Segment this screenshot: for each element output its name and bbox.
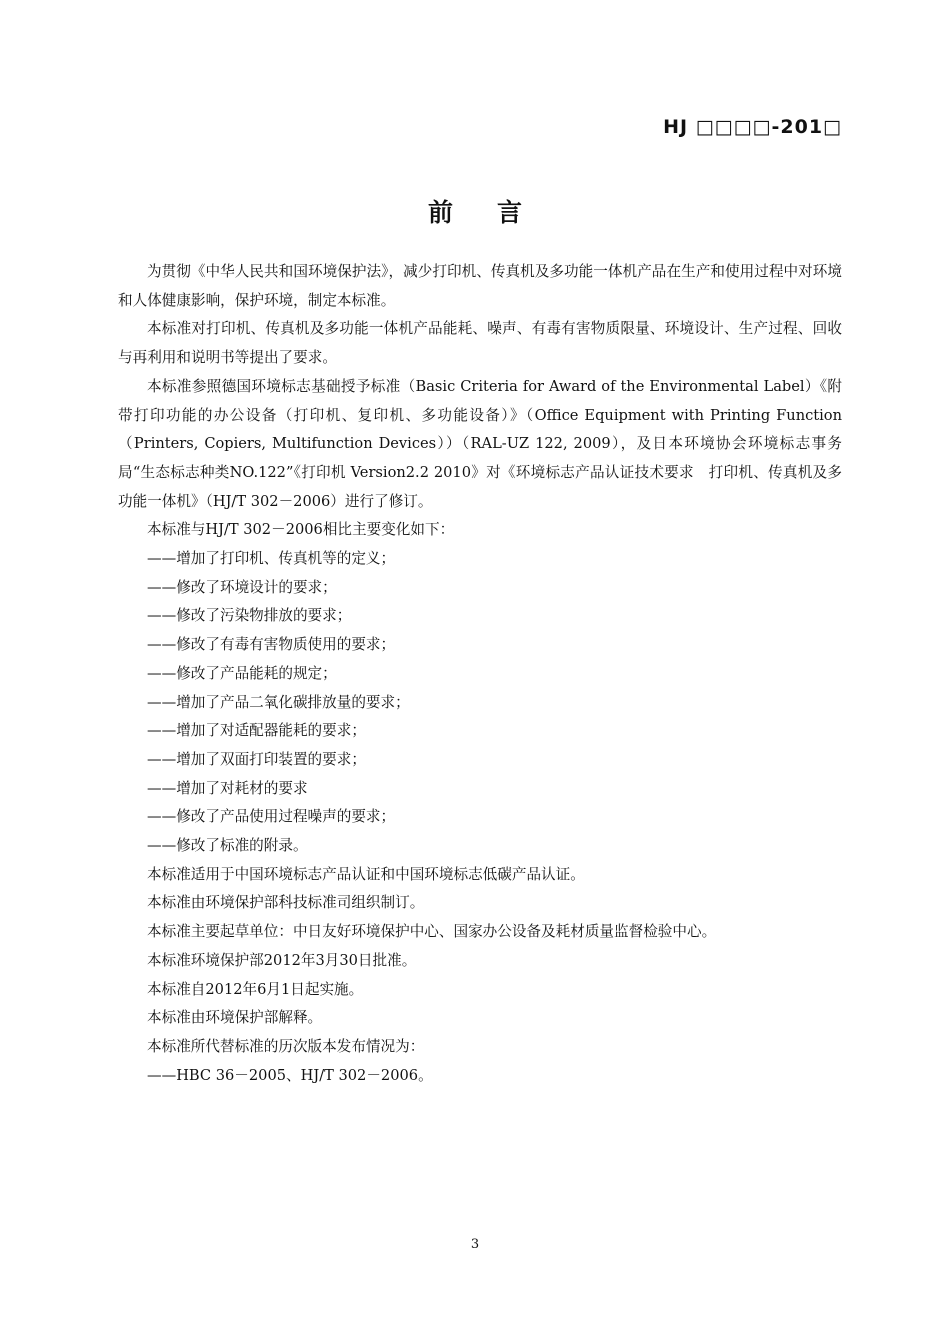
change-item: ——增加了对耗材的要求: [147, 779, 308, 797]
paragraph-purpose: 为贯彻《中华人民共和国环境保护法》，减少打印机、传真机及多功能一体机产品在生产和使用过程中对环境和人体健康影响，保护环境，制定本标准。: [118, 263, 842, 309]
change-item: ——修改了有毒有害物质使用的要求；: [147, 636, 396, 654]
change-item: ——增加了产品二氧化碳排放量的要求；: [147, 693, 410, 711]
change-item: ——修改了污染物排放的要求；: [147, 607, 352, 625]
paragraph-history-intro: 本标准所代替标准的历次版本发布情况为：: [147, 1037, 425, 1055]
paragraph-references: 本标准参照德国环境标志基础授予标准（Basic Criteria for Award of the Environmental Label）《附带打印功能的办公设备（打印机、复印机、多功能设备）》（Office Equipment with Printing Function（Printers, Copiers, Multifunction Devices））（RAL-UZ 122, 2009），及日本环境协会环境标志事务局“生态标志种类NO.122”《打印机 Version2.2 2010》对《环境标志产品认证技术要求 打印机、传真机及多功能一体机》（HJ/T 302－2006）进行了修订。: [118, 377, 842, 510]
paragraph-drafting-units: 本标准主要起草单位：中日友好环境保护中心、国家办公设备及耗材质量监督检验中心。: [147, 923, 717, 941]
history-item: ——HBC 36－2005、HJ/T 302－2006。: [147, 1066, 433, 1084]
paragraph-interpretation: 本标准由环境保护部解释。: [147, 1009, 323, 1027]
change-item: ——修改了产品能耗的规定；: [147, 664, 337, 682]
paragraph-changes-intro: 本标准与HJ/T 302－2006相比主要变化如下：: [147, 521, 455, 539]
change-item: ——增加了对适配器能耗的要求；: [147, 722, 366, 740]
paragraph-approval-date: 本标准环境保护部2012年3月30日批准。: [147, 951, 417, 969]
change-item: ——修改了标准的附录。: [147, 837, 308, 855]
standard-code-header: HJ □□□□-201□: [663, 116, 842, 138]
change-item: ——增加了打印机、传真机等的定义；: [147, 550, 396, 568]
paragraph-scope-requirements: 本标准对打印机、传真机及多功能一体机产品能耗、噪声、有毒有害物质限量、环境设计、生产过程、回收与再利用和说明书等提出了要求。: [118, 320, 842, 367]
paragraph-effective-date: 本标准自2012年6月1日起实施。: [147, 980, 364, 998]
paragraph-applicability: 本标准适用于中国环境标志产品认证和中国环境标志低碳产品认证。: [147, 865, 585, 883]
paragraph-organizer: 本标准由环境保护部科技标准司组织制订。: [147, 894, 425, 912]
change-item: ——增加了双面打印装置的要求；: [147, 750, 366, 768]
page-title: 前言: [427, 198, 566, 227]
foreword-body: [118, 258, 842, 1090]
page-number: 3: [470, 1237, 480, 1252]
change-item: ——修改了环境设计的要求；: [147, 578, 337, 596]
change-item: ——修改了产品使用过程噪声的要求；: [147, 808, 396, 826]
